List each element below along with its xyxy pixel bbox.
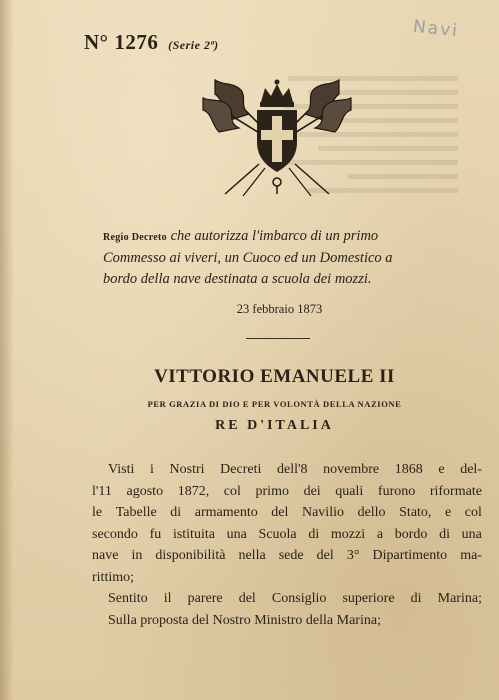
body-line <box>92 588 482 610</box>
body-line <box>92 459 482 481</box>
body-word: Dipartimento <box>372 548 448 563</box>
body-line-text: rittimo; <box>92 569 134 585</box>
title-line-1-text: che autorizza l'imbarco di un primo <box>170 228 379 244</box>
body-word: mozzi <box>330 526 366 542</box>
body-word: fu <box>149 526 162 542</box>
body-word: e <box>438 462 445 477</box>
body-word: dello <box>357 505 386 520</box>
body-word: istituita <box>172 526 215 542</box>
body-word: agosto <box>126 483 164 499</box>
body-word: Visti <box>108 462 135 477</box>
grazia-line: PER GRAZIA DI DIO E PER VOLONTÀ DELLA NAZIONE <box>147 399 402 409</box>
decree-title <box>103 226 483 290</box>
king-name: VITTORIO EMANUELE II <box>154 366 395 387</box>
body-word: novembre <box>323 462 380 477</box>
body-word: in <box>131 548 143 563</box>
body-word: ma- <box>460 548 482 563</box>
spine-shadow <box>0 0 14 700</box>
body-word: bordo <box>394 526 428 542</box>
title-line-2: Commesso ai viveri, un Cuoco ed un Domestico a <box>103 250 393 266</box>
body-word: 1872, <box>177 483 210 499</box>
body-word: col <box>223 483 241 499</box>
separator-rule <box>246 338 310 339</box>
body-line <box>92 545 482 567</box>
body-word: Sentito <box>108 591 148 606</box>
body-word: l'11 <box>92 483 112 499</box>
body-word: sede <box>278 548 304 563</box>
decree-number <box>84 30 219 55</box>
body-word: di <box>439 526 450 542</box>
body-word: e <box>445 505 452 520</box>
body-word: di <box>410 591 422 606</box>
pencil-annotation: Navi <box>412 16 460 42</box>
body-word: Decreti <box>220 462 262 477</box>
body-word: di <box>170 505 182 520</box>
body-word: di <box>308 526 320 542</box>
body-word: Tabelle <box>115 505 157 520</box>
body-word: disponibilità <box>155 548 226 563</box>
body-word: Consiglio <box>271 591 327 606</box>
body-word: a <box>376 526 384 542</box>
body-word: quali <box>335 483 364 499</box>
body-word: Navilio <box>301 505 344 520</box>
body-line <box>92 610 482 632</box>
body-word: primo <box>255 483 289 499</box>
body-word: riformate <box>429 483 482 499</box>
body-word: del <box>238 591 256 606</box>
title-line-3: bordo della nave destinata a scuola dei mozzi. <box>103 271 372 287</box>
body-word: dell'8 <box>276 462 308 477</box>
body-word: nave <box>92 548 119 563</box>
body-word: Marina; <box>437 591 482 606</box>
body-word: Scuola <box>258 526 297 542</box>
savoy-coat-of-arms-icon <box>195 72 359 202</box>
title-prefix: Regio Decreto <box>103 232 167 243</box>
body-word: parere <box>187 591 223 606</box>
body-word: i <box>150 462 154 477</box>
body-word: secondo <box>92 526 138 542</box>
body-word: 1868 <box>394 462 423 477</box>
body-word: armamento <box>194 505 258 520</box>
body-word: 3° <box>346 548 360 563</box>
body-word: Nostri <box>169 462 205 477</box>
body-line <box>92 567 482 589</box>
decree-number-label: N° 1276 <box>84 30 159 54</box>
body-word: dei <box>303 483 321 499</box>
decree-date: 23 febbraio 1873 <box>236 302 323 316</box>
body-line <box>92 502 482 524</box>
body-line <box>92 524 482 546</box>
body-word: col <box>464 505 482 520</box>
body-line-text: Sulla proposta del Nostro Ministro della Marina; <box>108 612 381 628</box>
body-word: superiore <box>342 591 395 606</box>
series-label: (Serie 2ª) <box>168 38 219 52</box>
body-word: le <box>92 505 103 520</box>
body-word: una <box>226 526 247 542</box>
re-line: RE D'ITALIA <box>215 418 334 433</box>
title-line-1 <box>103 226 483 248</box>
body-word: il <box>163 591 172 606</box>
body-word: del <box>316 548 334 563</box>
body-word: del <box>271 505 289 520</box>
body-word: furono <box>377 483 416 499</box>
body-word: nella <box>238 548 266 563</box>
body-line <box>92 481 482 503</box>
body-word: una <box>461 526 482 542</box>
body-word: Stato, <box>399 505 432 520</box>
body-word: del- <box>460 462 482 477</box>
decree-body <box>92 459 482 631</box>
